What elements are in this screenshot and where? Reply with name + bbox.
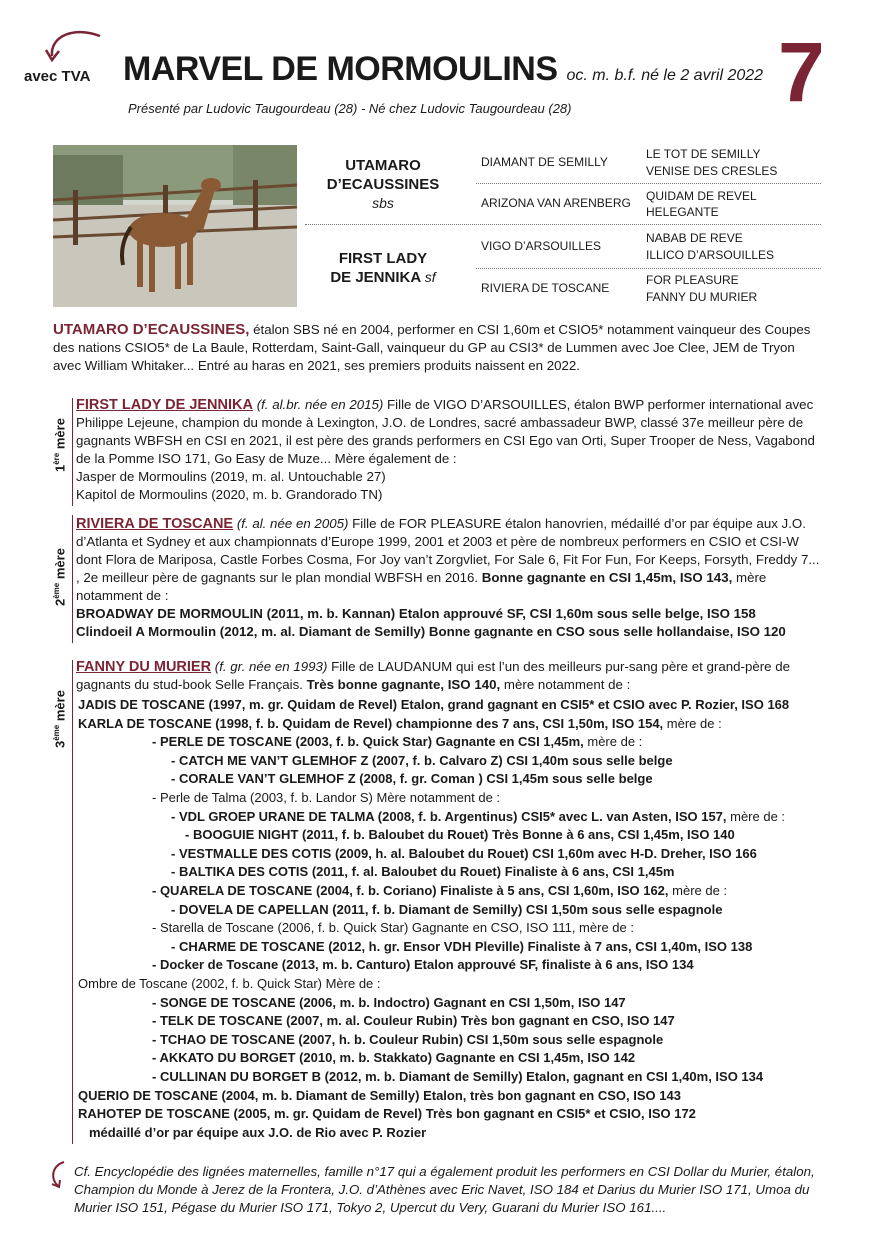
list-item-text: - TCHAO DE TOSCANE (2007, h. b. Couleur Rubin) CSI 1,50m sous selle espagnole bbox=[152, 1031, 664, 1047]
pedigree-g5: NABAB DE REVE bbox=[646, 231, 743, 245]
pedigree-g2: VENISE DES CRESLES bbox=[646, 164, 778, 178]
list-item bbox=[78, 975, 381, 993]
list-item-text: - CORALE VAN’T GLEMHOF Z (2008, f. gr. Coman ) CSI 1,45m sous selle belge bbox=[171, 771, 653, 787]
pedigree-sire bbox=[318, 156, 448, 213]
list-item bbox=[152, 1068, 763, 1086]
list-item-text: - VESTMALLE DES COTIS (2009, h. al. Baloubet du Rouet) CSI 1,60m avec H-D. Dreher, ISO 166 bbox=[171, 845, 757, 861]
divider bbox=[476, 183, 821, 184]
list-item bbox=[152, 733, 642, 751]
mere3-info: (f. gr. née en 1993) bbox=[214, 659, 328, 674]
divider bbox=[476, 268, 821, 269]
mere2-name: RIVIERA DE TOSCANE bbox=[76, 516, 234, 532]
list-item bbox=[152, 919, 634, 937]
pedigree-sire-sire: DIAMANT DE SEMILLY bbox=[481, 155, 608, 169]
pedigree-g8: FANNY DU MURIER bbox=[646, 290, 758, 304]
pedigree-g6: ILLICO D’ARSOUILLES bbox=[646, 248, 775, 262]
mere1-text: Fille de VIGO D’ARSOUILLES, étalon BWP performer international avec Philippe Lejeune, champion du monde à Lexington, J.O. de Londres, sacré ambassadeur BWP, classé 37e meilleur père de gagnants WBFSH en CSI en 2021, il est père des grands performers en CSI Ego van Orti, Super Trooper de Ness, Vagabond de la Pomme ISO 171, Go Easy de Muze... Mère également de : bbox=[76, 397, 815, 466]
footer-note: Cf. Encyclopédie des lignées maternelles, famille n°17 qui a également produit les performers en CSI Dollar du Murier, étalon, Champion du Monde à Jerez de la Frontera, J.O. d’Athènes avec Eric Navet, ISO 184 et Darius du Murier ISO 171, Umoa du Murier ISO 151, Pégase du Murier ISO 171, Tokyo 2, Upercut du Very, Guarani du Murier ISO 161.... bbox=[74, 1164, 815, 1215]
list-item-text: RAHOTEP DE TOSCANE (2005, m. gr. Quidam de Revel) Très bon gagnant en CSI5* et CSIO, ISO 172 bbox=[78, 1106, 696, 1122]
list-item-text: - AKKATO DU BORGET (2010, m. b. Stakkato) Gagnante en CSI 1,45m, ISO 142 bbox=[152, 1050, 636, 1066]
list-item bbox=[152, 1049, 635, 1067]
sire-studbook: sbs bbox=[372, 195, 394, 211]
list-item bbox=[89, 1124, 426, 1142]
lot-number: 7 bbox=[778, 25, 825, 119]
mere2-bold: Bonne gagnante en CSI 1,45m, ISO 143, bbox=[481, 570, 733, 585]
mere1-line bbox=[72, 398, 73, 506]
list-item-text: - BALTIKA DES COTIS (2011, f. al. Baloubet du Rouet) Finaliste à 6 ans, CSI 1,45m bbox=[171, 864, 675, 880]
horse-name: MARVEL DE MORMOULINS bbox=[123, 50, 558, 88]
list-item: Clindoeil A Mormoulin (2012, m. al. Diamant de Semilly) Bonne gagnante en CSO sous selle hollandaise, ISO 120 bbox=[76, 624, 786, 639]
list-item-text: - Starella de Toscane (2006, f. b. Quick Star) Gagnante en CSO, ISO 111, mère de : bbox=[152, 920, 634, 936]
list-item-text: - DOVELA DE CAPELLAN (2011, f. b. Diamant de Semilly) CSI 1,50m sous selle espagnole bbox=[171, 901, 723, 917]
list-item: BROADWAY DE MORMOULIN (2011, m. b. Kannan) Etalon approuvé SF, CSI 1,60m sous selle belge, ISO 158 bbox=[76, 606, 756, 621]
list-item-text: - SONGE DE TOSCANE (2006, m. b. Indoctro) Gagnant en CSI 1,50m, ISO 147 bbox=[152, 994, 626, 1010]
mere3-bold: Très bonne gagnante, ISO 140, bbox=[306, 677, 501, 692]
pedigree-sire-dam: ARIZONA VAN ARENBERG bbox=[481, 196, 631, 210]
pedigree-g4: HELEGANTE bbox=[646, 205, 719, 219]
tva-label: avec TVA bbox=[24, 68, 91, 85]
list-item bbox=[171, 901, 722, 919]
mere3-intro bbox=[76, 658, 821, 694]
list-item bbox=[152, 882, 727, 900]
mere3-tail: mère notamment de : bbox=[500, 677, 631, 692]
curved-arrow-icon bbox=[48, 1160, 72, 1190]
list-item bbox=[78, 1087, 681, 1105]
mere2-text: Fille de FOR PLEASURE étalon hanovrien, médaillé d’or par équipe aux J.O. d’Atlanta et Sydney et aux championnats d’Europe 1999, 2001 et 2003 et père de nombreux performers en CSIO et CSI-W dont Flora de Mariposa, Castle Forbes Cosma, For Joy van’t Zorgvliet, For Sale 6, Fit For Fun, For Keeps, Forsyth, Freddy 7... , 2e meilleur père de gagnants sur le plan mondial WBFSH en 2016. bbox=[76, 516, 820, 585]
list-item bbox=[171, 770, 653, 788]
list-item-text: - VDL GROEP URANE DE TALMA (2008, f. b. Argentinus) CSI5* avec L. van Asten, ISO 157, bbox=[171, 808, 727, 824]
list-item-text: - QUARELA DE TOSCANE (2004, f. b. Coriano) Finaliste à 5 ans, CSI 1,60m, ISO 162, bbox=[152, 883, 669, 898]
list-item-text: médaillé d’or par équipe aux J.O. de Rio avec P. Rozier bbox=[89, 1124, 427, 1140]
list-item bbox=[171, 752, 673, 770]
list-item-text: JADIS DE TOSCANE (1997, m. gr. Quidam de Revel) Etalon, grand gagnant en CSI5* et CSIO avec P. Rozier, ISO 168 bbox=[78, 697, 790, 712]
page-title bbox=[123, 50, 763, 89]
sire-description bbox=[53, 321, 821, 375]
list-item bbox=[152, 994, 626, 1012]
list-item bbox=[78, 1105, 696, 1123]
list-item bbox=[171, 863, 675, 881]
list-item-text: - PERLE DE TOSCANE (2003, f. b. Quick Star) Gagnante en CSI 1,45m, bbox=[152, 734, 584, 750]
list-item-text: - TELK DE TOSCANE (2007, m. al. Couleur Rubin) Très bon gagnant en CSO, ISO 147 bbox=[152, 1013, 675, 1029]
dam-name-line1: FIRST LADY bbox=[338, 250, 428, 267]
list-item-text: - Perle de Talma (2003, f. b. Landor S) Mère notamment de : bbox=[152, 790, 501, 805]
list-item bbox=[152, 956, 694, 974]
horse-description: oc. m. b.f. né le 2 avril 2022 bbox=[566, 67, 764, 84]
list-item-text: - BOOGUIE NIGHT (2011, f. b. Baloubet du Rouet) Très Bonne à 6 ans, CSI 1,45m, ISO 140 bbox=[185, 827, 735, 843]
list-item bbox=[171, 808, 785, 826]
list-item-text: - Docker de Toscane (2013, m. b. Canturo) Etalon approuvé SF, finaliste à 6 ans, ISO 134 bbox=[152, 957, 694, 973]
mere1-section bbox=[76, 396, 821, 504]
mere1-label: 1ère mère bbox=[52, 418, 68, 472]
mere2-info: (f. al. née en 2005) bbox=[236, 516, 349, 531]
sire-text: étalon SBS né en 2004, performer en CSI 1,60m et CSIO5* notamment vainqueur des Coupes des nations CSIO5* de La Baule, Rotterdam, Saint-Gall, vainqueur du GP au CSI3* de Lummen avec Joe Clee, JEM de Tryon avec William Whitaker... Entré au haras en 2021, ses premiers produits naissent en 2022. bbox=[53, 322, 811, 373]
pedigree-dam bbox=[318, 249, 448, 287]
list-item bbox=[78, 715, 722, 733]
list-item bbox=[171, 845, 757, 863]
mere3-label: 3ème mère bbox=[52, 690, 68, 748]
list-item-text: Ombre de Toscane (2002, f. b. Quick Star) Mère de : bbox=[78, 976, 381, 991]
list-item bbox=[171, 938, 752, 956]
list-item-text: KARLA DE TOSCANE (1998, f. b. Quidam de Revel) championne des 7 ans, CSI 1,50m, ISO 154, bbox=[78, 715, 664, 731]
list-item bbox=[152, 1012, 675, 1030]
mere2-section bbox=[76, 515, 821, 641]
list-item-text: - CHARME DE TOSCANE (2012, h. gr. Ensor VDH Pleville) Finaliste à 7 ans, CSI 1,40m, ISO 138 bbox=[171, 938, 753, 954]
mere2-line bbox=[72, 515, 73, 643]
dam-name-line2: DE JENNIKA bbox=[330, 269, 421, 286]
list-item-text: - CULLINAN DU BORGET B (2012, m. b. Diamant de Semilly) Etalon, gagnant en CSI 1,40m, ISO 134 bbox=[152, 1069, 764, 1084]
pedigree-g7: FOR PLEASURE bbox=[646, 273, 739, 287]
pedigree-g1: LE TOT DE SEMILLY bbox=[646, 147, 761, 161]
mere1-info: (f. al.br. née en 2015) bbox=[256, 397, 384, 412]
list-item bbox=[152, 1031, 663, 1049]
list-item-suffix: mère de : bbox=[668, 883, 728, 898]
mere3-line bbox=[72, 660, 73, 1144]
pedigree-dam-dam: RIVIERA DE TOSCANE bbox=[481, 281, 610, 295]
list-item-suffix: mère de : bbox=[583, 734, 643, 750]
list-item bbox=[185, 826, 735, 844]
curved-arrow-icon bbox=[44, 26, 104, 66]
list-item: Kapitol de Mormoulins (2020, m. b. Grandorado TN) bbox=[76, 487, 383, 502]
divider bbox=[305, 224, 821, 225]
sire-name-line1: UTAMARO bbox=[345, 157, 421, 174]
list-item bbox=[78, 696, 789, 714]
list-item bbox=[152, 789, 500, 807]
dam-studbook: sf bbox=[424, 269, 436, 285]
pedigree-g3: QUIDAM DE REVEL bbox=[646, 189, 757, 203]
mere2-label: 2ème mère bbox=[52, 548, 68, 606]
list-item-suffix: mère de : bbox=[663, 715, 722, 731]
horse-photo bbox=[53, 145, 297, 307]
pedigree-dam-sire: VIGO D’ARSOUILLES bbox=[481, 239, 602, 253]
list-item-text: QUERIO DE TOSCANE (2004, m. b. Diamant de Semilly) Etalon, très bon gagnant en CSO, ISO 143 bbox=[78, 1087, 681, 1103]
mere3-name: FANNY DU MURIER bbox=[76, 659, 212, 675]
sire-name-line2: D’ECAUSSINES bbox=[326, 176, 440, 193]
list-item-text: - CATCH ME VAN’T GLEMHOF Z (2007, f. b. Calvaro Z) CSI 1,40m sous selle belge bbox=[171, 752, 673, 768]
presented-by: Présenté par Ludovic Taugourdeau (28) - Né chez Ludovic Taugourdeau (28) bbox=[128, 101, 572, 116]
mere2-tail: mère notamment de : bbox=[76, 570, 767, 603]
list-item: Jasper de Mormoulins (2019, m. al. Untouchable 27) bbox=[76, 469, 386, 484]
mere1-name: FIRST LADY DE JENNIKA bbox=[76, 397, 253, 413]
list-item-suffix: mère de : bbox=[726, 808, 786, 824]
sire-heading: UTAMARO D’ECAUSSINES, bbox=[53, 321, 250, 338]
mere3-text: Fille de LAUDANUM qui est l’un des meilleurs pur-sang père et grand-père de gagnants du stud-book Selle Français. bbox=[76, 659, 791, 692]
